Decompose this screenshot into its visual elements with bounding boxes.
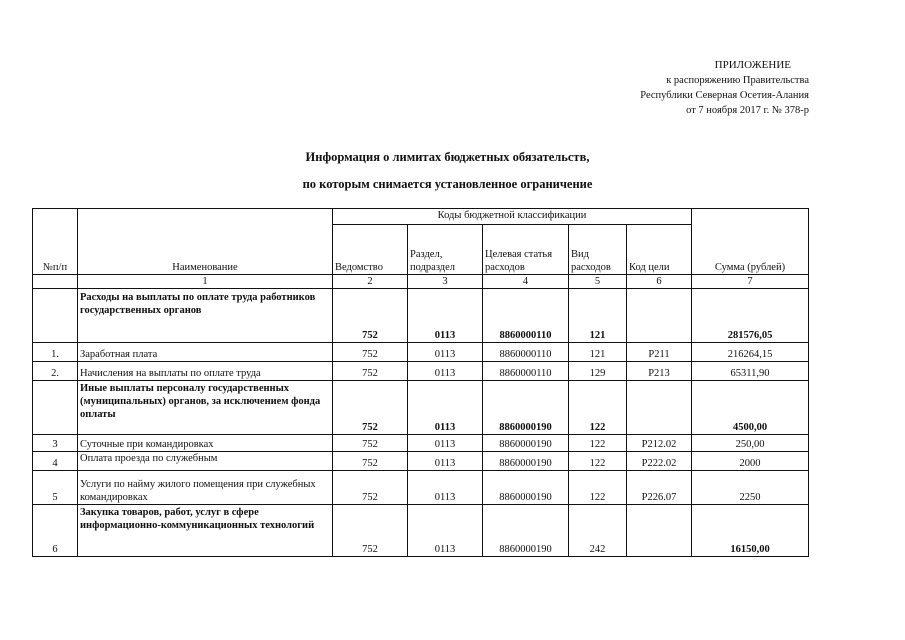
row-name: Услуги по найму жилого помещения при служебных командировках (78, 471, 333, 505)
row-razdel: 0113 (408, 471, 483, 505)
row-celevaya: 8860000190 (483, 505, 569, 557)
header-celevaya: Целевая статья расходов (483, 225, 569, 275)
row-kod-celi (627, 381, 692, 435)
row-vedomstvo: 752 (333, 435, 408, 452)
row-name: Оплата проезда по служебным (78, 452, 333, 471)
row-vid: 122 (569, 381, 627, 435)
header-codes-group: Коды бюджетной классификации (333, 209, 692, 225)
table-row (33, 452, 809, 471)
row-sum: 16150,00 (692, 505, 809, 557)
row-vid: 242 (569, 505, 627, 557)
row-razdel: 0113 (408, 289, 483, 343)
row-celevaya: 8860000190 (483, 381, 569, 435)
header-vid: Вид расходов (569, 225, 627, 275)
appendix-line: от 7 ноября 2017 г. № 378-р (686, 105, 809, 116)
row-vedomstvo: 752 (333, 362, 408, 381)
row-razdel: 0113 (408, 381, 483, 435)
appendix-title: ПРИЛОЖЕНИЕ (714, 59, 791, 71)
table-row (33, 435, 809, 452)
row-celevaya: 8860000110 (483, 362, 569, 381)
row-name: Иные выплаты персоналу государственных (муниципальных) органов, за исключением фонда оплаты (78, 381, 333, 435)
row-celevaya: 8860000110 (483, 289, 569, 343)
appendix-line: Республики Северная Осетия-Алания (640, 90, 809, 101)
row-name: Закупка товаров, работ, услуг в сфере информационно-коммуникационных технологий (78, 505, 333, 557)
row-num: 5 (33, 471, 78, 505)
row-celevaya: 8860000110 (483, 343, 569, 362)
header-name: Наименование (78, 209, 333, 275)
row-vedomstvo: 752 (333, 452, 408, 471)
appendix-block (640, 58, 809, 118)
row-num: 2. (33, 362, 78, 381)
row-vid: 129 (569, 362, 627, 381)
row-sum: 65311,90 (692, 362, 809, 381)
row-kod-celi: Р212.02 (627, 435, 692, 452)
row-name: Заработная плата (78, 343, 333, 362)
row-name: Начисления на выплаты по оплате труда (78, 362, 333, 381)
row-num: 6 (33, 505, 78, 557)
table-row (33, 381, 809, 435)
table-row (33, 362, 809, 381)
table-row (33, 471, 809, 505)
column-number: 7 (692, 275, 809, 289)
row-kod-celi: Р226.07 (627, 471, 692, 505)
row-num: 3 (33, 435, 78, 452)
row-razdel: 0113 (408, 362, 483, 381)
column-number: 4 (483, 275, 569, 289)
row-vid: 122 (569, 452, 627, 471)
column-number (33, 275, 78, 289)
row-celevaya: 8860000190 (483, 452, 569, 471)
row-vedomstvo: 752 (333, 505, 408, 557)
row-sum: 216264,15 (692, 343, 809, 362)
row-razdel: 0113 (408, 343, 483, 362)
row-vedomstvo: 752 (333, 289, 408, 343)
row-kod-celi: Р211 (627, 343, 692, 362)
row-razdel: 0113 (408, 505, 483, 557)
row-sum: 250,00 (692, 435, 809, 452)
table-row (33, 289, 809, 343)
header-vedomstvo: Ведомство (333, 225, 408, 275)
header-sum: Сумма (рублей) (692, 209, 809, 275)
row-kod-celi: Р222.02 (627, 452, 692, 471)
row-vedomstvo: 752 (333, 343, 408, 362)
row-vid: 121 (569, 289, 627, 343)
row-celevaya: 8860000190 (483, 471, 569, 505)
row-vid: 121 (569, 343, 627, 362)
column-number: 6 (627, 275, 692, 289)
column-number: 3 (408, 275, 483, 289)
column-number-row (33, 275, 809, 289)
row-vedomstvo: 752 (333, 471, 408, 505)
row-kod-celi (627, 289, 692, 343)
row-razdel: 0113 (408, 452, 483, 471)
row-vid: 122 (569, 435, 627, 452)
appendix-line: к распоряжению Правительства (666, 75, 809, 86)
row-sum: 2000 (692, 452, 809, 471)
column-number: 5 (569, 275, 627, 289)
row-vedomstvo: 752 (333, 381, 408, 435)
document-subtitle: по которым снимается установленное ограничение (302, 177, 593, 191)
row-num (33, 289, 78, 343)
header-num: №п/п (33, 209, 78, 275)
row-sum: 281576,05 (692, 289, 809, 343)
column-number: 2 (333, 275, 408, 289)
column-number: 1 (78, 275, 333, 289)
row-kod-celi (627, 505, 692, 557)
row-razdel: 0113 (408, 435, 483, 452)
limits-table (32, 208, 809, 557)
row-celevaya: 8860000190 (483, 435, 569, 452)
table-row (33, 505, 809, 557)
row-sum: 4500,00 (692, 381, 809, 435)
table-row (33, 343, 809, 362)
header-razdel: Раздел, подраздел (408, 225, 483, 275)
header-kod-celi: Код цели (627, 225, 692, 275)
row-num: 1. (33, 343, 78, 362)
row-vid: 122 (569, 471, 627, 505)
row-name: Расходы на выплаты по оплате труда работников государственных органов (78, 289, 333, 343)
row-num: 4 (33, 452, 78, 471)
row-name: Суточные при командировках (78, 435, 333, 452)
row-sum: 2250 (692, 471, 809, 505)
row-num (33, 381, 78, 435)
document-title: Информация о лимитах бюджетных обязательств, (305, 150, 590, 164)
row-kod-celi: Р213 (627, 362, 692, 381)
